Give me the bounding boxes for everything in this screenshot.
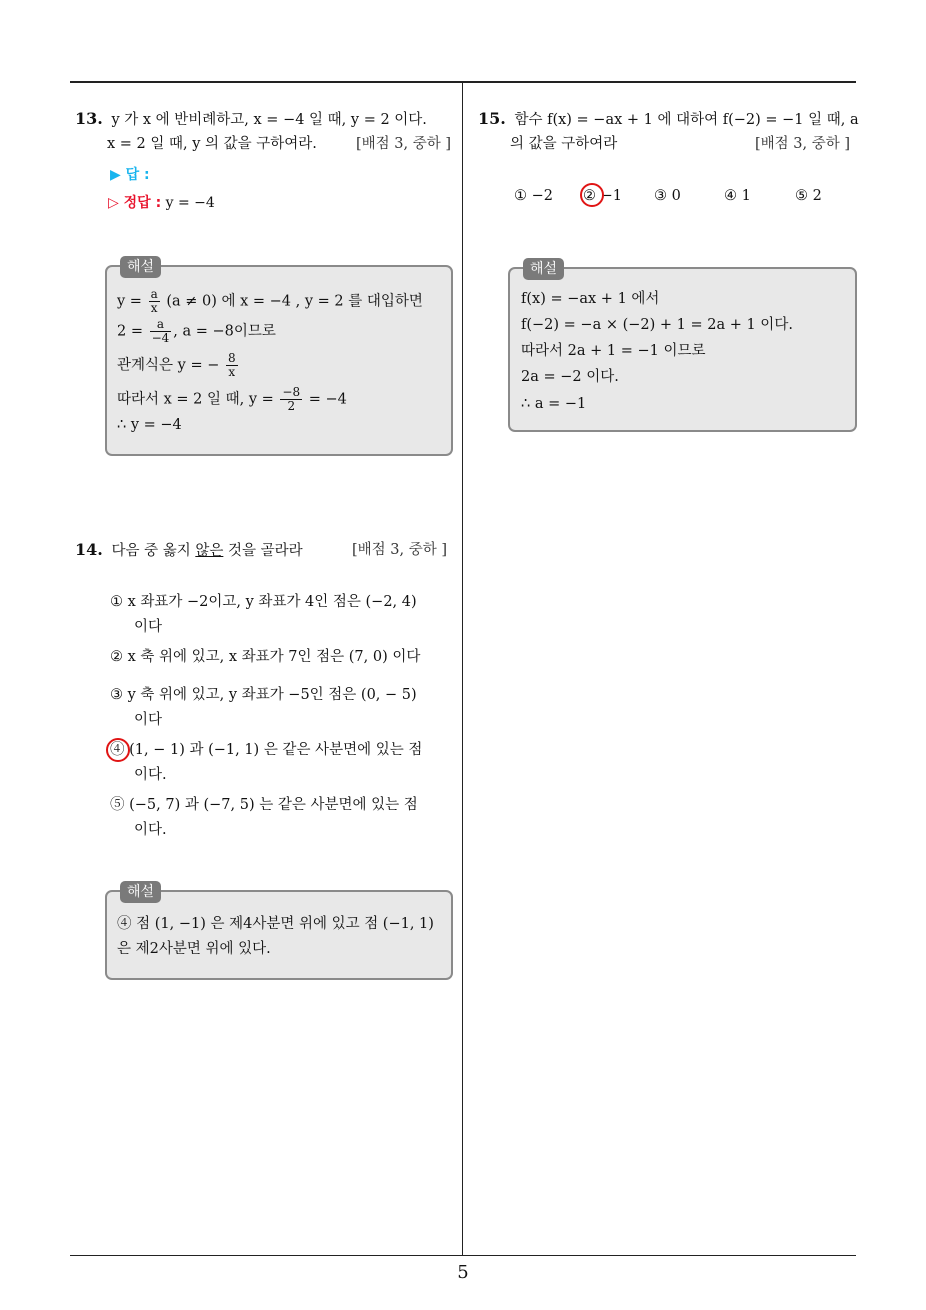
solution-line: f(−2) = −a × (−2) + 1 = 2a + 1 이다. xyxy=(521,317,793,333)
correct-answer xyxy=(108,192,215,212)
solution-line: ④ 점 (1, −1) 은 제4사분면 위에 있고 점 (−1, 1) xyxy=(117,916,434,932)
solution-tab: 해설 xyxy=(120,256,161,278)
solution-tab: 해설 xyxy=(120,881,161,903)
problem-stem-before: 다음 중 옳지 xyxy=(111,543,191,559)
fraction: $\frac{a}{x}$ xyxy=(150,287,158,315)
problem-stem-line2: x = 2 일 때, y 의 값을 구하여라. xyxy=(107,136,317,152)
choice-2[interactable]: ② x 축 위에 있고, x 좌표가 7인 점은 (7, 0) 이다 xyxy=(110,649,421,665)
choice-4[interactable]: ④ (1, − 1) 과 (−1, 1) 은 같은 사분면에 있는 점 xyxy=(110,742,423,758)
score-label: [배점 3, 중하 ] xyxy=(352,542,448,558)
score-label: [배점 3, 중하 ] xyxy=(356,136,452,152)
score-label: [배점 3, 중하 ] xyxy=(755,136,851,152)
solution-line: 2 = $\frac{a}{-4}$ , a = −8이므로 xyxy=(117,317,276,345)
choice-3[interactable]: ③ y 축 위에 있고, y 좌표가 −5인 점은 (0, − 5) xyxy=(110,687,417,703)
selected-answer-circle xyxy=(106,738,130,762)
fraction: $\frac{-8}{2}$ xyxy=(282,385,301,413)
fraction: $\frac{a}{-4}$ xyxy=(151,317,170,345)
problem-number: 15. xyxy=(478,109,506,128)
choice-1-cont: 이다 xyxy=(134,619,163,635)
choice-1[interactable]: ① x 좌표가 −2이고, y 좌표가 4인 점은 (−2, 4) xyxy=(110,594,417,610)
solution-line: 은 제2사분면 위에 있다. xyxy=(117,941,271,957)
solution-line: 2a = −2 이다. xyxy=(521,369,619,385)
page-number: 5 xyxy=(457,1262,469,1283)
choice-5[interactable]: ⑤ 2 xyxy=(795,188,822,204)
problem-number: 14. xyxy=(75,540,103,559)
correct-answer-value: y = −4 xyxy=(165,195,215,211)
solution-tab: 해설 xyxy=(523,258,564,280)
choice-5-cont: 이다. xyxy=(134,822,167,838)
fraction: $\frac{8}{x}$ xyxy=(227,351,236,379)
answer-input-label: ▶ 답 : xyxy=(110,167,150,183)
solution-line: 따라서 x = 2 일 때, y = $\frac{-8}{2}$ = −4 xyxy=(117,385,347,413)
solution-line: 관계식은 y = − $\frac{8}{x}$ xyxy=(117,351,236,379)
solution-line: y = $\frac{a}{x}$ (a ≠ 0) 에 x = −4 , y = 2 를 대입하면 xyxy=(117,287,423,315)
choice-3-cont: 이다 xyxy=(134,712,163,728)
problem-stem-underlined: 않은 xyxy=(195,543,224,559)
problem-stem-after: 것을 골라라 xyxy=(227,543,303,559)
solution-line: ∴ a = −1 xyxy=(521,396,587,412)
solution-line: f(x) = −ax + 1 에서 xyxy=(521,291,660,307)
bottom-rule xyxy=(70,1255,856,1256)
choice-4[interactable]: ④ 1 xyxy=(724,188,751,204)
choice-5[interactable]: ⑤ (−5, 7) 과 (−7, 5) 는 같은 사분면에 있는 점 xyxy=(110,797,418,813)
problem-stem-line1: y 가 x 에 반비례하고, x = −4 일 때, y = 2 이다. xyxy=(111,112,427,128)
problem-stem-line1: 함수 f(x) = −ax + 1 에 대하여 f(−2) = −1 일 때, a xyxy=(514,112,859,128)
choice-4-cont: 이다. xyxy=(134,767,167,783)
choice-3[interactable]: ③ 0 xyxy=(654,188,681,204)
problem-stem-line2: 의 값을 구하여라 xyxy=(510,136,618,152)
correct-answer-label: ▷ 정답 : xyxy=(108,195,162,211)
column-divider xyxy=(462,83,463,1255)
problem-number: 13. xyxy=(75,109,103,128)
solution-line: 따라서 2a + 1 = −1 이므로 xyxy=(521,343,706,359)
choice-1[interactable]: ① −2 xyxy=(514,188,553,204)
choice-2[interactable]: ② −1 xyxy=(583,188,622,204)
solution-line: ∴ y = −4 xyxy=(117,417,182,433)
top-rule xyxy=(70,81,856,83)
selected-answer-circle xyxy=(580,183,604,207)
